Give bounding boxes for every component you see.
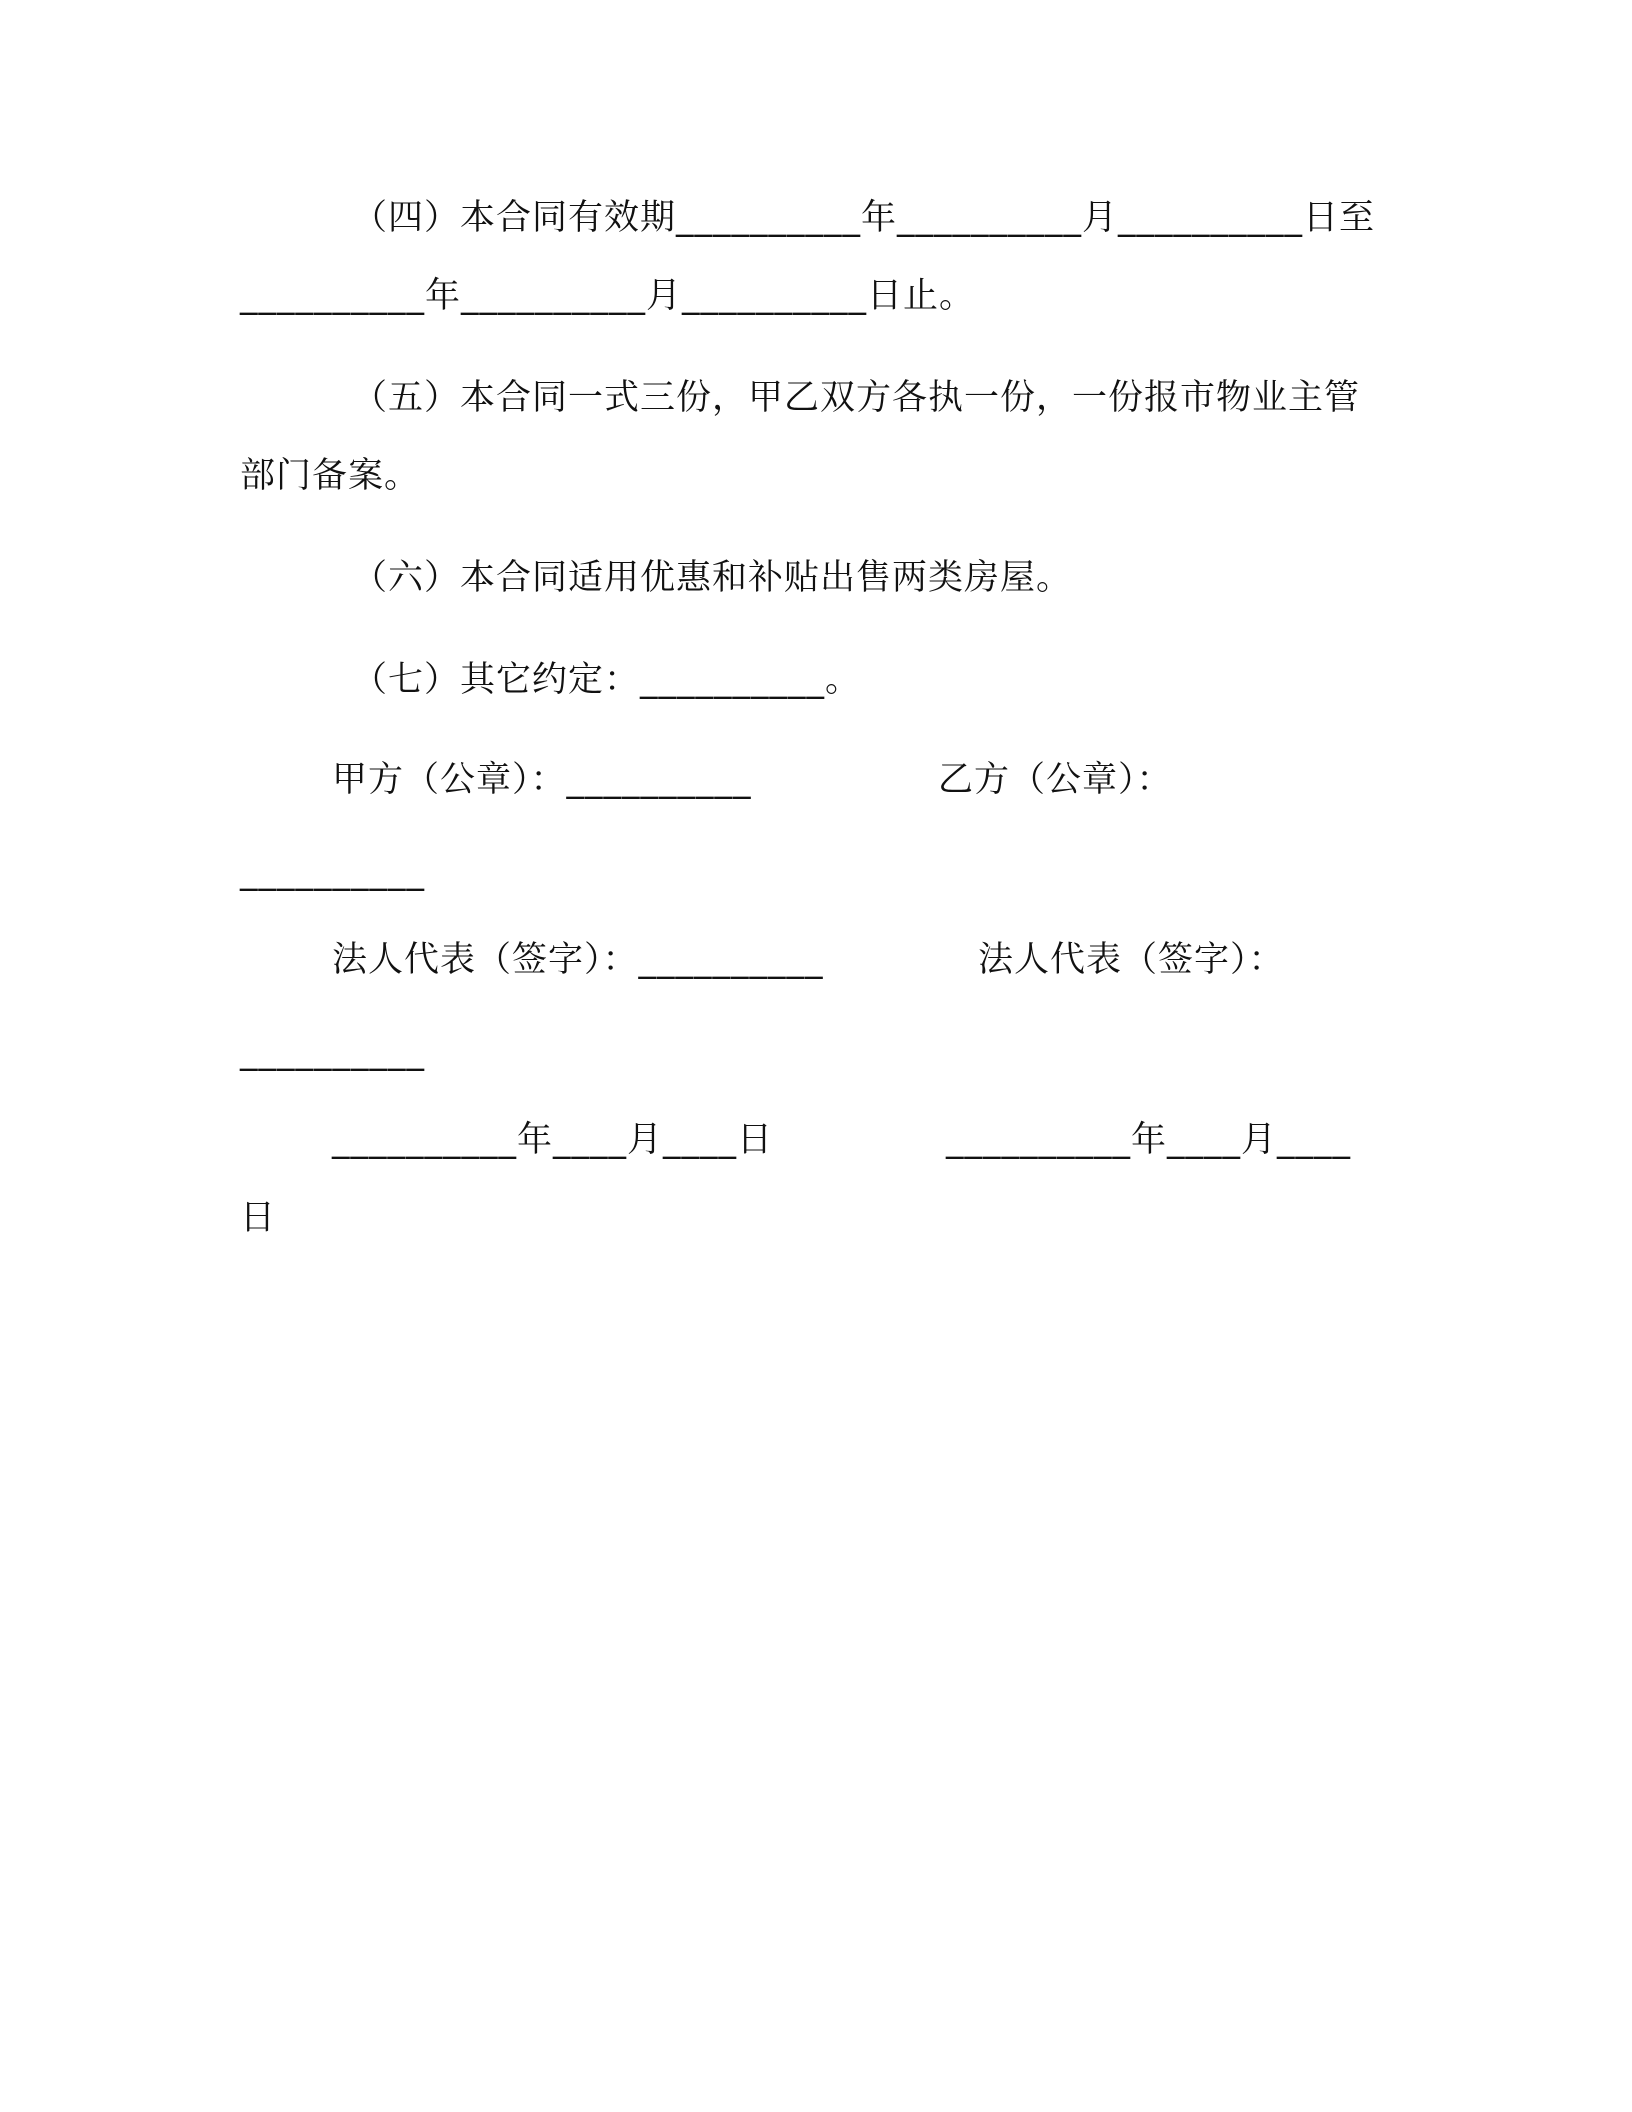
party-b-representative: 法人代表（签字）： (978, 940, 1285, 980)
clause-six: （六）本合同适用优惠和补贴出售两类房屋。 (352, 558, 1073, 598)
party-b-seal: 乙方（公章）： (938, 760, 1173, 800)
clause-four-line-1: （四）本合同有效期__________年__________月__________日至 (352, 198, 1376, 238)
party-b-date: __________年____月____ (946, 1120, 1352, 1160)
clause-seven: （七）其它约定：__________。 (352, 660, 862, 700)
party-a-seal: 甲方（公章）：__________ (332, 760, 752, 800)
clause-five-line-2: 部门备案。 (240, 456, 421, 496)
clause-five-line-1: （五）本合同一式三份，甲乙双方各执一份，一份报市物业主管 (352, 378, 1361, 418)
party-b-seal-blank: __________ (240, 852, 425, 892)
party-b-date-day: 日 (240, 1198, 277, 1238)
party-a-date: __________年____月____日 (332, 1120, 774, 1160)
party-a-representative: 法人代表（签字）：__________ (332, 940, 824, 980)
party-b-representative-blank: __________ (240, 1032, 425, 1072)
clause-four-line-2: __________年__________月__________日止。 (240, 276, 976, 316)
